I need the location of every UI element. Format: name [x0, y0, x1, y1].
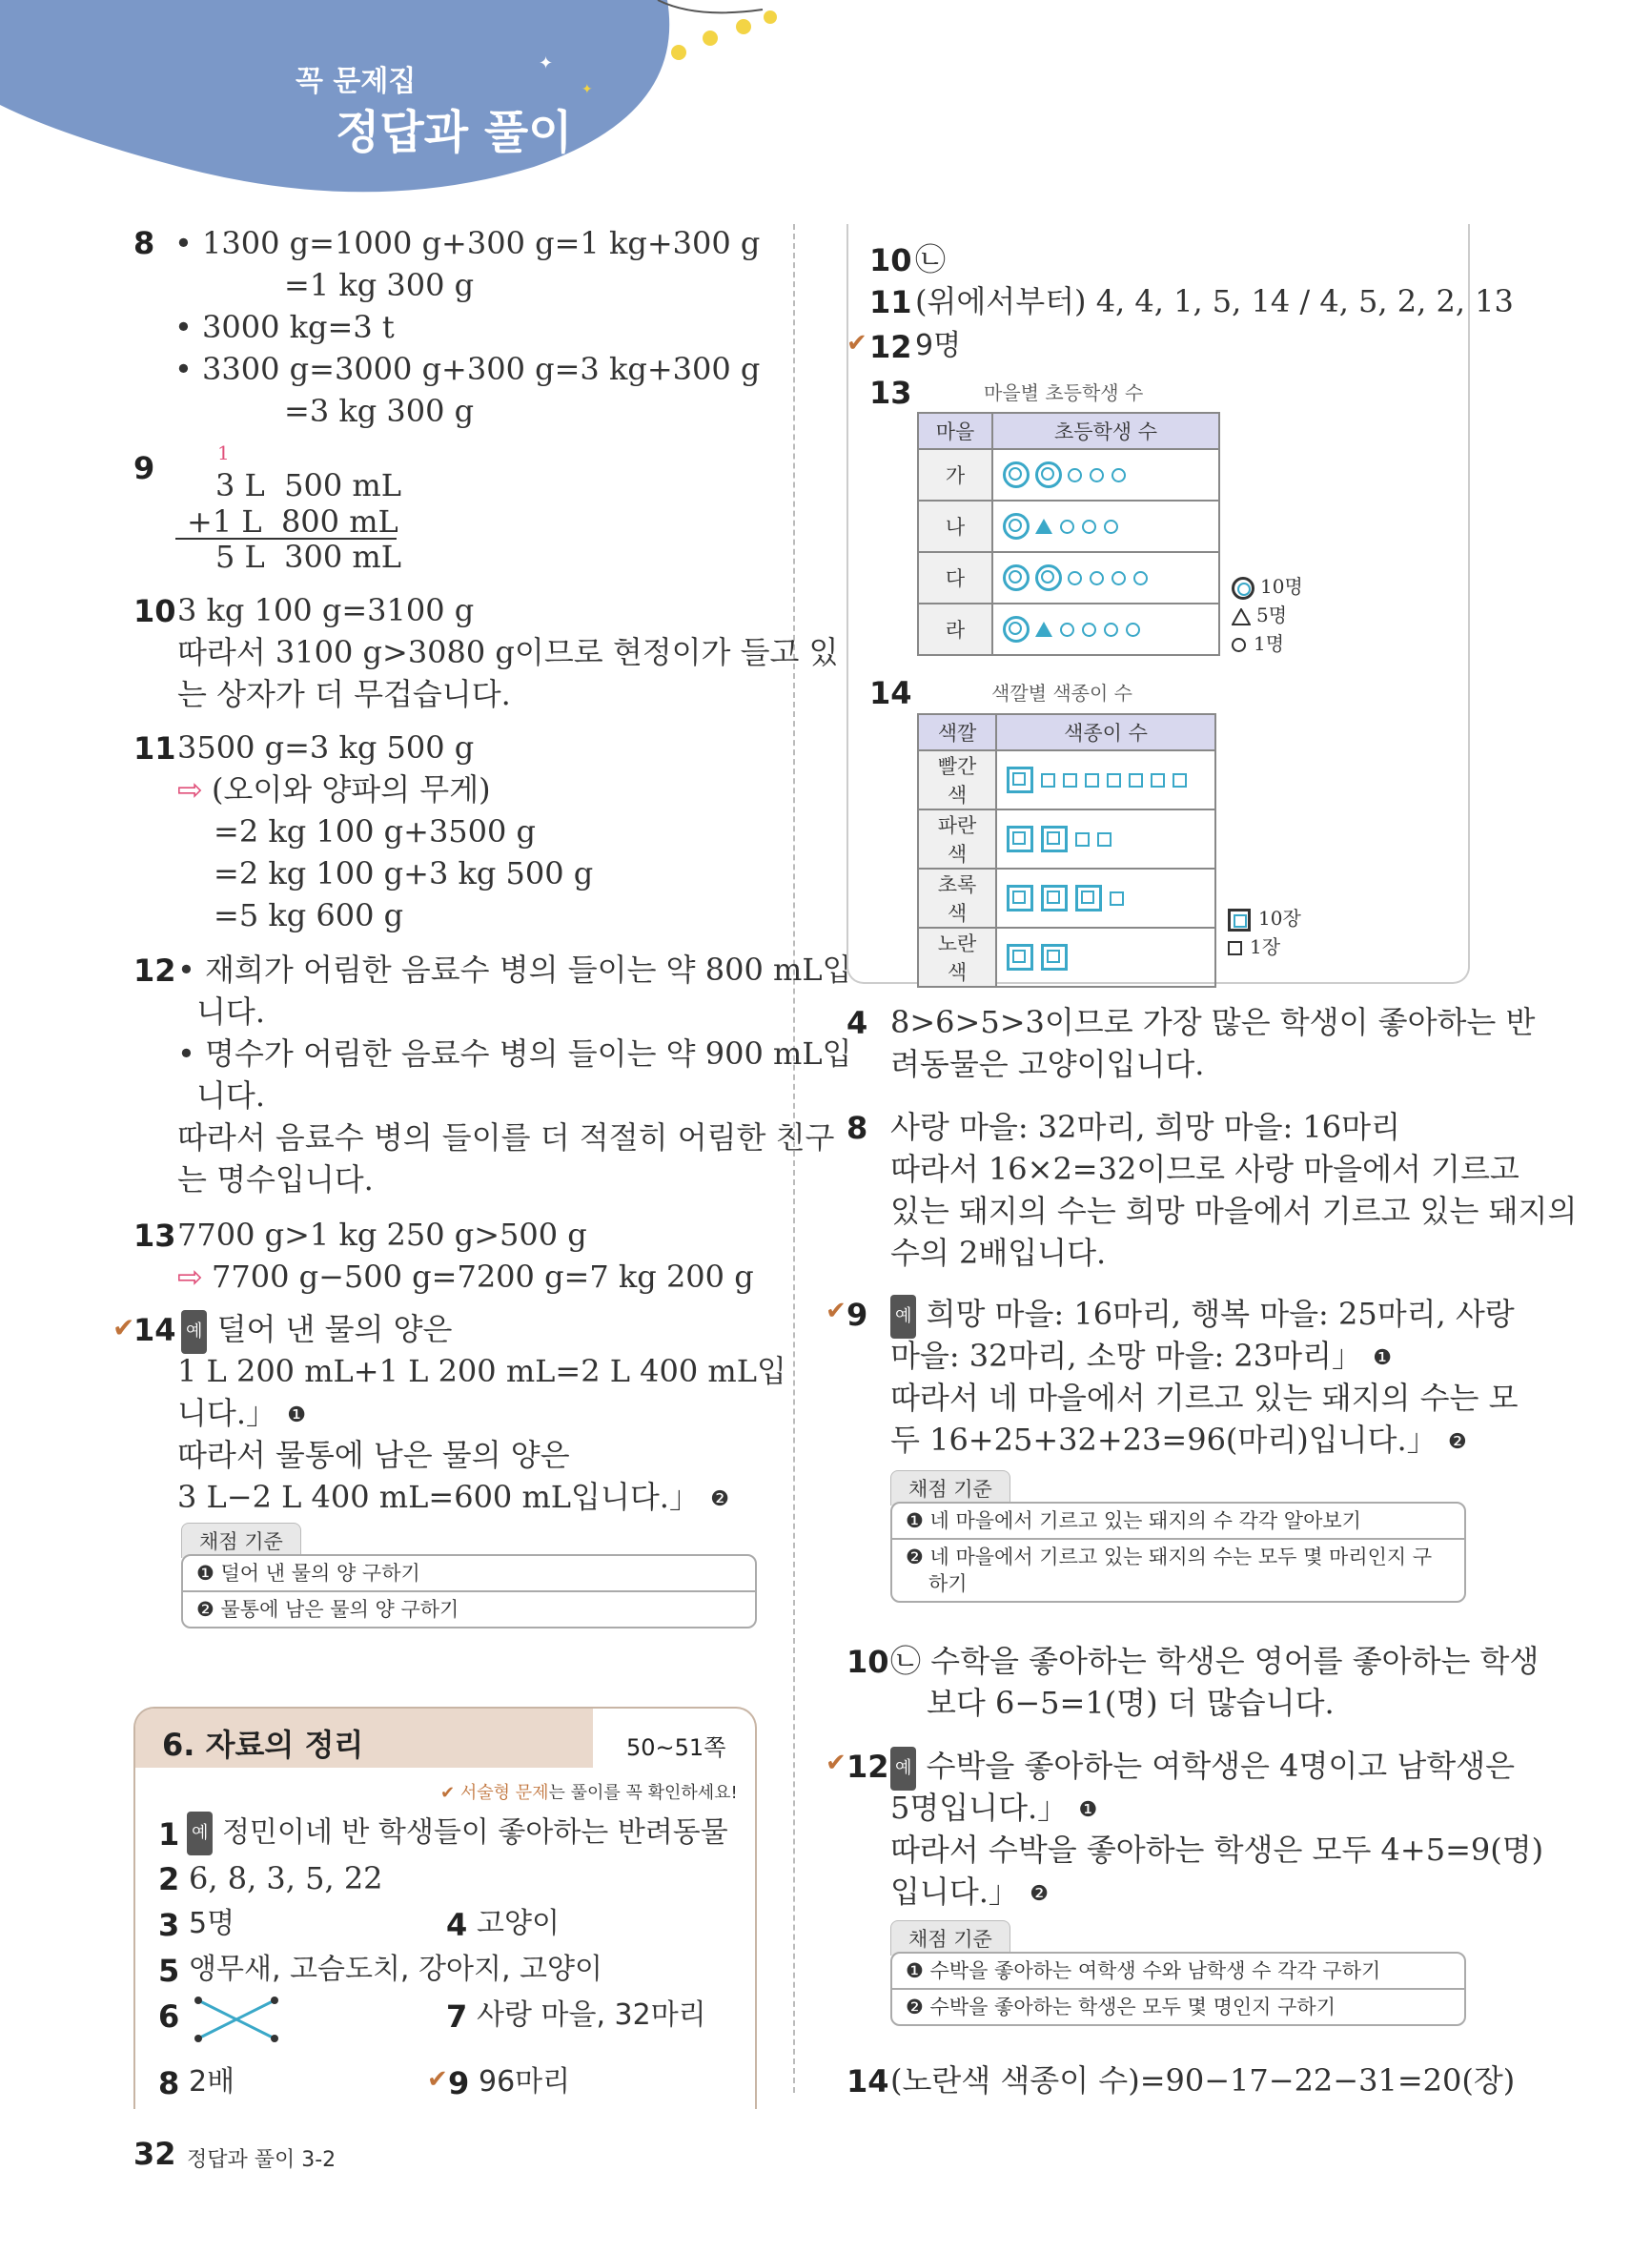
q14-line: 덜어 낸 물의 양은 [216, 1311, 453, 1347]
q12-line: 니다. [196, 1077, 265, 1114]
criteria-tag: 채점 기준 [890, 1920, 1010, 1956]
a4-number: 4 [446, 1907, 468, 1943]
pictograph-cell [992, 449, 1219, 501]
row-label: 나 [918, 501, 992, 552]
a14-legend [1228, 904, 1301, 961]
q8-line: =3 kg 300 g [284, 393, 475, 429]
criteria-text: ❷ 네 마을에서 기르고 있는 돼지의 수는 모두 몇 마리인지 구 [906, 1546, 1433, 1568]
a1-text: 정민이네 반 학생들이 좋아하는 반려동물 [221, 1815, 728, 1850]
marker-1: ❶ [1078, 1797, 1098, 1822]
q14-line-wrap [177, 1476, 730, 1518]
criteria-row: ❶ 네 마을에서 기르고 있는 돼지의 수 각각 알아보기 [892, 1504, 1464, 1540]
triangle-icon [1232, 608, 1251, 625]
col-header: 색종이 수 [996, 714, 1215, 750]
s8-line: 있는 돼지의 수는 희망 마을에서 기르고 있는 돼지의 [890, 1193, 1578, 1229]
q14-number: 14 [133, 1312, 176, 1348]
a5-text: 앵무새, 고슴도치, 강아지, 고양이 [189, 1953, 602, 1986]
section-note [440, 1779, 738, 1804]
marker-1: ❶ [287, 1403, 307, 1427]
svg-text:✦: ✦ [581, 82, 593, 97]
legend-label: 1장 [1250, 935, 1281, 958]
s9-line: 희망 마을: 16마리, 행복 마을: 25마리, 사랑 [926, 1296, 1515, 1332]
a7-number: 7 [446, 1998, 468, 2035]
q12-line: • 재희가 어림한 음료수 병의 들이는 약 800 mL입 [177, 952, 852, 988]
a14-table [917, 713, 1216, 988]
svg-text:✦: ✦ [539, 53, 554, 73]
q9-row3: 5 L 300 mL [215, 539, 401, 575]
q9-row2: +1 L 800 mL [187, 503, 398, 540]
example-badge: 예 [181, 1310, 207, 1354]
q11-line: 3500 g=3 kg 500 g [177, 729, 475, 766]
q12-line: 니다. [196, 993, 265, 1030]
pictograph-cell [996, 869, 1215, 928]
legend-label: 10명 [1260, 575, 1303, 598]
s9-line: 따라서 네 마을에서 기르고 있는 돼지의 수는 모 [890, 1380, 1519, 1416]
pictograph-cell [992, 604, 1219, 655]
a2-text: 6, 8, 3, 5, 22 [189, 1860, 383, 1896]
s9-line-wrap [890, 1335, 1393, 1377]
section-pages: 50~51쪽 [626, 1734, 726, 1761]
q13-line: 7700 g−500 g=7200 g=7 kg 200 g [212, 1259, 754, 1295]
criteria-row: ❶ 덜어 낸 물의 양 구하기 [183, 1556, 755, 1592]
a14-caption: 색깔별 색종이 수 [991, 682, 1132, 705]
s12-line: 입니다.」 [890, 1874, 1019, 1910]
footer-text: 정답과 풀이 3-2 [187, 2148, 337, 2172]
a6-number: 6 [158, 1998, 180, 2035]
q14-line: 1 L 200 mL+1 L 200 mL=2 L 400 mL입 [177, 1353, 786, 1389]
check-icon: ✔ [826, 1297, 846, 1325]
legend-label: 10장 [1258, 907, 1301, 930]
q8-line: • 3300 g=3000 g+300 g=3 kg+300 g [174, 351, 761, 387]
q10-line: 3 kg 100 g=3100 g [177, 592, 475, 628]
note-text: 는 풀이를 꼭 확인하세요! [548, 1783, 738, 1803]
q8-line: • 3000 kg=3 t [174, 309, 395, 345]
a1-number: 1 [158, 1816, 180, 1853]
q9-carry: 1 [217, 441, 230, 464]
s12-line: 따라서 수박을 좋아하는 학생은 모두 4+5=9(명) [890, 1832, 1544, 1868]
col-header: 색깔 [918, 714, 996, 750]
pictograph-cell [992, 552, 1219, 604]
q14-line: 니다.」 [177, 1395, 276, 1431]
a13-number: 13 [869, 375, 912, 411]
note-emphasis: 서술형 문제 [459, 1783, 549, 1803]
pictograph-cell [996, 809, 1215, 869]
check-icon: ✔ [440, 1783, 456, 1803]
marker-2: ❷ [1030, 1881, 1049, 1906]
row-label: 빨간색 [918, 750, 996, 809]
s4-line: 8>6>5>3이므로 가장 많은 학생이 좋아하는 반 [890, 1004, 1536, 1040]
column-divider [793, 224, 795, 2093]
s8-line: 따라서 16×2=32이므로 사랑 마을에서 기르고 [890, 1151, 1519, 1187]
a10-number: 10 [869, 242, 912, 278]
q12-number: 12 [133, 952, 176, 989]
a1-answer [187, 1812, 728, 1855]
arrow-icon: ⇨ [177, 1259, 203, 1295]
arrow-icon: ⇨ [177, 771, 203, 808]
a12-text: 9명 [915, 329, 962, 362]
legend-label: 1명 [1254, 632, 1285, 655]
a3-number: 3 [158, 1907, 180, 1943]
row-label: 초록색 [918, 869, 996, 928]
q13-line: 7700 g>1 kg 250 g>500 g [177, 1217, 587, 1253]
check-icon: ✔ [112, 1312, 135, 1343]
a2-number: 2 [158, 1861, 180, 1897]
q14-line: 따라서 물통에 남은 물의 양은 [177, 1437, 570, 1473]
a8-text: 2배 [189, 2065, 235, 2099]
check-icon: ✔ [826, 1749, 846, 1777]
marker-2: ❷ [710, 1486, 729, 1511]
s14-number: 14 [846, 2063, 889, 2099]
legend-label: 5명 [1256, 604, 1288, 626]
marker-1: ❶ [1373, 1345, 1393, 1370]
q12-line: 따라서 음료수 병의 들이를 더 적절히 어림한 친구 [177, 1119, 835, 1156]
q11-line: (오이와 양파의 무게) [212, 771, 491, 808]
criteria-box [181, 1554, 757, 1628]
q12-line: 는 명수입니다. [177, 1161, 374, 1198]
s12-line: 수박을 좋아하는 여학생은 4명이고 남학생은 [926, 1748, 1516, 1784]
s14-line: (노란색 색종이 수)=90−17−22−31=20(장) [890, 2062, 1516, 2099]
check-icon: ✔ [846, 329, 867, 358]
col-header: 초등학생 수 [992, 413, 1219, 449]
pictograph-cell [996, 750, 1215, 809]
criteria-text: 하기 [928, 1572, 968, 1595]
q11-line: =2 kg 100 g+3500 g [214, 813, 537, 850]
s12-first-line [890, 1745, 1515, 1791]
a14-number: 14 [869, 675, 912, 711]
a13-caption: 마을별 초등학생 수 [984, 381, 1144, 404]
q9-number: 9 [133, 450, 155, 486]
s12-line-wrap [890, 1787, 1098, 1829]
example-badge: 예 [187, 1812, 213, 1855]
q9-row1: 3 L 500 mL [215, 467, 401, 503]
criteria-box [890, 1502, 1466, 1603]
a3-text: 5명 [189, 1907, 235, 1940]
row-label: 노란색 [918, 928, 996, 987]
q13-number: 13 [133, 1218, 176, 1254]
s9-line-wrap [890, 1419, 1468, 1461]
header-brand: 꼭 문제집 [296, 65, 417, 98]
a11-text: (위에서부터) 4, 4, 1, 5, 14 / 4, 5, 2, 2, 13 [915, 283, 1514, 319]
pictograph-cell [992, 501, 1219, 552]
col-header: 마을 [918, 413, 992, 449]
check-icon: ✔ [427, 2065, 448, 2094]
example-badge: 예 [890, 1747, 916, 1791]
q8-line: =1 kg 300 g [284, 267, 475, 303]
a13-table [917, 412, 1220, 656]
row-label: 다 [918, 552, 992, 604]
a6-cross-lines [191, 1993, 286, 2046]
criteria-tag: 채점 기준 [181, 1523, 301, 1558]
a9-number: 9 [448, 2065, 470, 2101]
s8-line: 사랑 마을: 32마리, 희망 마을: 16마리 [890, 1109, 1400, 1145]
s12-line: 5명입니다.」 [890, 1790, 1069, 1826]
criteria-row: ❷ 물통에 남은 물의 양 구하기 [196, 1598, 459, 1621]
q14-line: 3 L−2 L 400 mL=600 mL입니다.」 [177, 1479, 700, 1515]
q14-line-wrap [177, 1392, 307, 1434]
q10-line: 따라서 3100 g>3080 g이므로 현정이가 들고 있 [177, 634, 839, 670]
section-title: 6. 자료의 정리 [162, 1727, 364, 1763]
s9-first-line [890, 1293, 1515, 1339]
criteria-tag: 채점 기준 [890, 1470, 1010, 1505]
row-label: 라 [918, 604, 992, 655]
criteria-row [892, 1540, 1464, 1601]
s8-line: 수의 2배입니다. [890, 1235, 1107, 1271]
s9-line: 두 16+25+32+23=96(마리)입니다.」 [890, 1422, 1438, 1458]
q10-line: 는 상자가 더 무겁습니다. [177, 676, 511, 712]
s9-number: 9 [846, 1297, 868, 1333]
example-badge: 예 [890, 1295, 916, 1339]
a7-text: 사랑 마을, 32마리 [477, 1998, 706, 2032]
a9-text: 96마리 [479, 2065, 571, 2099]
q14-first-line [181, 1308, 452, 1354]
s4-line: 려동물은 고양이입니다. [890, 1046, 1205, 1082]
a4-text: 고양이 [477, 1907, 560, 1940]
a8-number: 8 [158, 2065, 180, 2101]
s8-number: 8 [846, 1110, 868, 1146]
s10-number: 10 [846, 1644, 889, 1680]
a11-number: 11 [869, 284, 912, 320]
marker-2: ❷ [1447, 1429, 1467, 1454]
s10-line: ㉡ 수학을 좋아하는 학생은 영어를 좋아하는 학생 [890, 1643, 1540, 1679]
q8-number: 8 [133, 225, 155, 261]
q11-line: =2 kg 100 g+3 kg 500 g [214, 855, 594, 891]
q11-number: 11 [133, 730, 176, 767]
a12-number: 12 [869, 329, 912, 365]
page-title: 정답과 풀이 [336, 106, 573, 159]
s12-number: 12 [846, 1749, 889, 1785]
s12-line-wrap [890, 1871, 1050, 1913]
q10-number: 10 [133, 593, 176, 629]
s9-line: 마을: 32마리, 소망 마을: 23마리」 [890, 1338, 1362, 1374]
row-label: 가 [918, 449, 992, 501]
q12-line: • 명수가 어림한 음료수 병의 들이는 약 900 mL입 [177, 1035, 852, 1072]
q8-line: • 1300 g=1000 g+300 g=1 kg+300 g [174, 225, 761, 261]
criteria-box [890, 1952, 1466, 2026]
q11-line: =5 kg 600 g [214, 897, 404, 933]
criteria-row: ❶ 수박을 좋아하는 여학생 수와 남학생 수 각각 구하기 [892, 1954, 1464, 1990]
s4-number: 4 [846, 1005, 868, 1041]
a10-text: ㉡ [915, 241, 947, 277]
s10-line: 보다 6−5=1(명) 더 많습니다. [927, 1685, 1335, 1721]
page-number: 32 [133, 2136, 176, 2172]
a5-number: 5 [158, 1953, 180, 1989]
row-label: 파란색 [918, 809, 996, 869]
pictograph-cell [996, 928, 1215, 987]
criteria-row: ❷ 수박을 좋아하는 학생은 모두 몇 명인지 구하기 [906, 1996, 1336, 2018]
